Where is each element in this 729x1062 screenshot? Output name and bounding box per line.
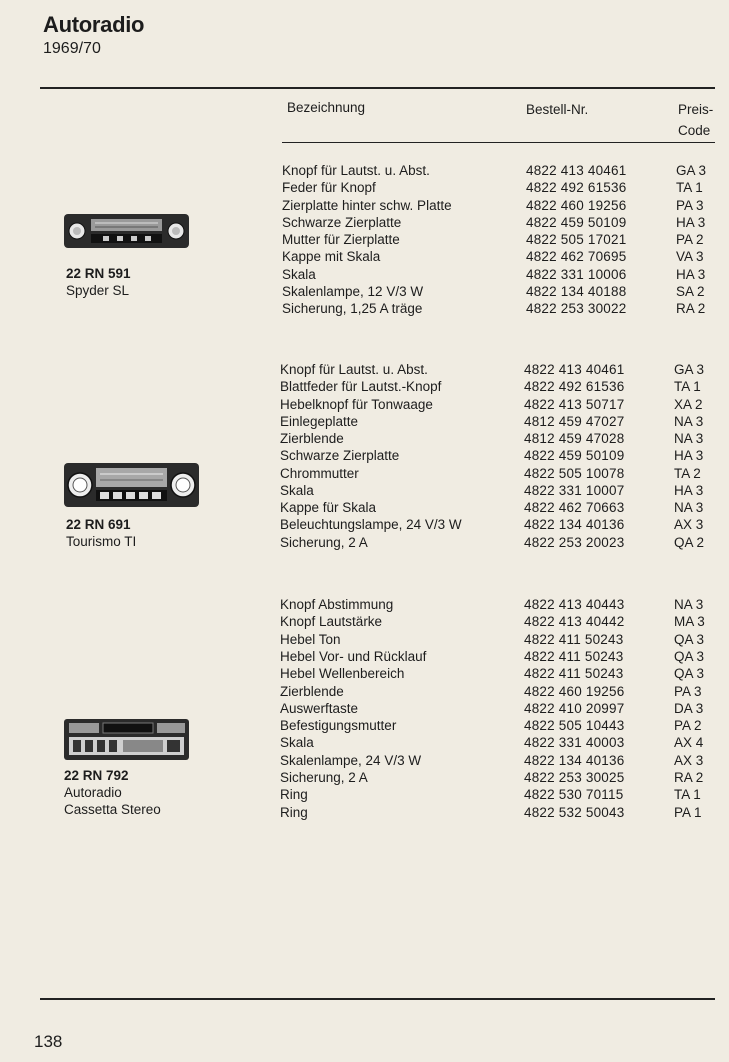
bottom-rule <box>40 998 715 1000</box>
order-number: 4822 413 40461 <box>524 362 625 377</box>
part-name: Sicherung, 2 A <box>280 534 368 550</box>
price-code: TA 2 <box>674 465 701 481</box>
column-header-price-line2: Code <box>678 123 711 138</box>
part-name: Skala <box>280 482 314 498</box>
part-name: Knopf für Lautst. u. Abst. <box>282 163 430 178</box>
part-name: Knopf für Lautst. u. Abst. <box>280 362 428 377</box>
price-code: XA 2 <box>674 396 703 412</box>
order-number: 4822 530 70115 <box>524 787 624 803</box>
part-name: Ring <box>280 804 308 820</box>
model-code: 22 RN 792 <box>64 768 129 783</box>
part-name: Sicherung, 2 A <box>280 770 368 785</box>
part-name: Knopf Abstimmung <box>280 597 394 612</box>
part-name: Skala <box>280 735 314 751</box>
order-number: 4822 505 10443 <box>524 718 625 734</box>
radio-illustration-22rn691 <box>63 462 200 508</box>
order-number: 4822 459 50109 <box>526 214 627 230</box>
model-label-22rn591 <box>66 265 131 299</box>
price-code: QA 3 <box>674 648 705 664</box>
model-name: Autoradio <box>64 785 122 800</box>
order-number: 4822 532 50043 <box>524 804 625 820</box>
price-code: MA 3 <box>674 614 705 630</box>
order-number: 4822 460 19256 <box>526 197 627 213</box>
page-number: 138 <box>34 1032 63 1051</box>
order-number: 4822 462 70695 <box>526 249 627 265</box>
price-code: AX 4 <box>674 735 704 751</box>
part-name: Zierblende <box>280 683 344 699</box>
price-code: HA 3 <box>674 482 704 498</box>
part-name: Knopf Lautstärke <box>280 614 383 630</box>
price-code: HA 3 <box>676 266 706 282</box>
price-code: NA 3 <box>674 500 704 515</box>
order-number: 4822 413 40442 <box>524 614 625 630</box>
order-number: 4822 413 50717 <box>524 396 625 412</box>
price-code: SA 2 <box>676 283 705 299</box>
price-code: QA 3 <box>674 666 705 682</box>
order-number: 4822 413 40461 <box>526 163 627 178</box>
column-header-price-line1: Preis- <box>678 102 714 117</box>
price-code: NA 3 <box>674 413 704 429</box>
price-code: RA 2 <box>674 770 704 785</box>
order-number: 4822 459 50109 <box>524 448 625 464</box>
price-code: HA 3 <box>674 448 704 464</box>
part-name: Chrommutter <box>280 465 359 481</box>
part-name: Kappe mit Skala <box>282 249 381 265</box>
order-number: 4822 460 19256 <box>524 683 625 699</box>
price-code: AX 3 <box>674 752 704 768</box>
header-rule <box>282 142 715 143</box>
page-title: Autoradio <box>43 12 145 37</box>
price-code: DA 3 <box>674 700 704 716</box>
part-name: Skalenlampe, 12 V/3 W <box>282 283 424 299</box>
order-number: 4822 331 10007 <box>524 482 625 498</box>
order-number: 4822 134 40136 <box>524 752 625 768</box>
part-name: Hebel Wellenbereich <box>280 666 405 682</box>
part-name: Kappe für Skala <box>280 500 377 515</box>
part-name: Mutter für Zierplatte <box>282 232 400 247</box>
order-number: 4822 462 70663 <box>524 500 625 515</box>
part-name: Zierplatte hinter schw. Platte <box>282 197 452 213</box>
model-name: Cassetta Stereo <box>64 802 161 817</box>
order-number: 4822 411 50243 <box>524 666 624 682</box>
part-name: Blattfeder für Lautst.-Knopf <box>280 379 442 395</box>
order-number: 4822 505 10078 <box>524 465 625 481</box>
order-number: 4822 331 10006 <box>526 266 627 282</box>
price-code: NA 3 <box>674 431 704 446</box>
order-number: 4822 505 17021 <box>526 232 627 247</box>
price-code: TA 1 <box>674 787 701 803</box>
radio-illustration-22rn792 <box>63 718 190 761</box>
price-code: PA 3 <box>674 683 702 699</box>
column-header-name: Bezeichnung <box>287 100 366 115</box>
page-subtitle: 1969/70 <box>43 40 101 57</box>
order-number: 4822 492 61536 <box>526 180 627 196</box>
price-code: NA 3 <box>674 597 704 612</box>
part-name: Feder für Knopf <box>282 180 376 196</box>
order-number: 4812 459 47027 <box>524 413 625 429</box>
price-code: QA 2 <box>674 534 705 550</box>
model-code: 22 RN 691 <box>66 517 131 532</box>
model-label-22rn792 <box>64 767 161 818</box>
order-number: 4822 253 20023 <box>524 534 625 550</box>
price-code: PA 1 <box>674 804 702 820</box>
price-code: PA 3 <box>676 197 704 213</box>
part-name: Skalenlampe, 24 V/3 W <box>280 752 422 768</box>
price-code: GA 3 <box>676 163 707 178</box>
part-name: Auswerftaste <box>280 700 359 716</box>
price-code: QA 3 <box>674 631 705 647</box>
part-name: Schwarze Zierplatte <box>282 214 402 230</box>
part-name: Beleuchtungslampe, 24 V/3 W <box>280 517 462 533</box>
top-rule <box>40 87 715 89</box>
order-number: 4822 253 30025 <box>524 770 625 785</box>
radio-illustration-22rn591 <box>63 213 190 249</box>
price-code: HA 3 <box>676 214 706 230</box>
order-number: 4822 134 40136 <box>524 517 625 533</box>
part-name: Hebel Vor- und Rücklauf <box>280 648 427 664</box>
order-number: 4812 459 47028 <box>524 431 625 446</box>
price-code: TA 1 <box>674 379 701 395</box>
price-code: AX 3 <box>674 517 704 533</box>
price-code: PA 2 <box>674 718 702 734</box>
part-name: Hebel Ton <box>280 631 341 647</box>
part-name: Skala <box>282 266 316 282</box>
model-code: 22 RN 591 <box>66 266 131 281</box>
part-name: Befestigungsmutter <box>280 718 397 734</box>
part-name: Schwarze Zierplatte <box>280 448 400 464</box>
order-number: 4822 411 50243 <box>524 648 624 664</box>
order-number: 4822 134 40188 <box>526 283 627 299</box>
order-number: 4822 253 30022 <box>526 301 627 316</box>
order-number: 4822 331 40003 <box>524 735 625 751</box>
model-name: Tourismo TI <box>66 534 137 549</box>
model-name: Spyder SL <box>66 283 130 298</box>
part-name: Hebelknopf für Tonwaage <box>280 396 433 412</box>
order-number: 4822 411 50243 <box>524 631 624 647</box>
model-label-22rn691 <box>66 516 136 550</box>
order-number: 4822 413 40443 <box>524 597 625 612</box>
order-number: 4822 492 61536 <box>524 379 625 395</box>
price-code: GA 3 <box>674 362 705 377</box>
price-code: TA 1 <box>676 180 703 196</box>
column-header-price <box>678 99 718 141</box>
price-code: RA 2 <box>676 301 706 316</box>
part-name: Einlegeplatte <box>280 413 359 429</box>
part-name: Zierblende <box>280 431 344 446</box>
part-name: Ring <box>280 787 308 803</box>
price-code: PA 2 <box>676 232 704 247</box>
column-header-order: Bestell-Nr. <box>526 102 589 117</box>
order-number: 4822 410 20997 <box>524 700 625 716</box>
price-code: VA 3 <box>676 249 704 265</box>
part-name: Sicherung, 1,25 A träge <box>282 301 423 316</box>
